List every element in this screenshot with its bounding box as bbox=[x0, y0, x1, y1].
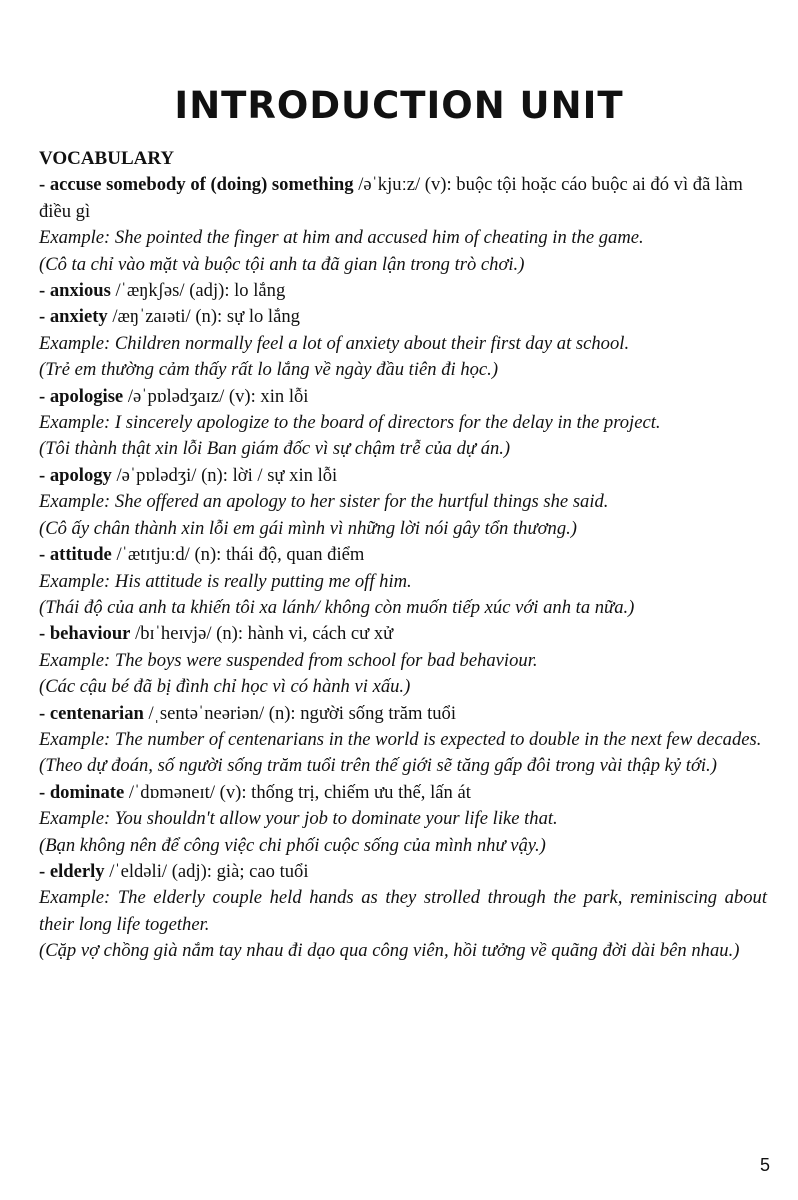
entry-definition bbox=[39, 542, 767, 568]
vocab-entry bbox=[39, 621, 767, 700]
vocab-entry bbox=[39, 384, 767, 463]
section-title: VOCABULARY bbox=[39, 148, 175, 169]
headword: - attitude bbox=[39, 544, 112, 566]
entry-definition bbox=[39, 384, 767, 410]
example-translation: (Thái độ của anh ta khiến tôi xa lánh/ không còn muốn tiếp xúc với anh ta nữa.) bbox=[39, 596, 635, 618]
example-translation: (Trẻ em thường cảm thấy rất lo lắng về ngày đầu tiên đi học.) bbox=[39, 359, 499, 381]
definition: /æŋˈzaɪəti/ (n): sự lo lắng bbox=[107, 306, 300, 328]
example-translation: (Tôi thành thật xin lỗi Ban giám đốc vì sự chậm trễ của dự án.) bbox=[39, 438, 511, 460]
vocab-entry bbox=[39, 172, 767, 278]
unit-title: INTRODUCTION UNIT bbox=[174, 84, 624, 127]
entry-definition bbox=[39, 859, 767, 885]
entry-definition bbox=[39, 621, 767, 647]
vocab-entry bbox=[39, 304, 767, 383]
headword: - apology bbox=[39, 464, 112, 486]
definition: /ˈæŋkʃəs/ (adj): lo lắng bbox=[110, 280, 286, 302]
example-sentence: Example: I sincerely apologize to the board of directors for the delay in the project. bbox=[39, 412, 661, 434]
example-translation: (Cô ấy chân thành xin lỗi em gái mình vì những lời nói gây tổn thương.) bbox=[39, 517, 577, 539]
example-sentence: Example: The number of centenarians in the world is expected to double in the next few decades. bbox=[39, 728, 762, 750]
example-sentence: Example: She pointed the finger at him and accused him of cheating in the game. bbox=[39, 227, 644, 249]
definition: /əˈpɒlədʒaɪz/ (v): xin lỗi bbox=[123, 385, 309, 407]
example-sentence: Example: The boys were suspended from school for bad behaviour. bbox=[39, 649, 538, 671]
entry-definition bbox=[39, 701, 767, 727]
example-translation: (Theo dự đoán, số người sống trăm tuổi trên thế giới sẽ tăng gấp đôi trong vài thập kỷ tới.) bbox=[39, 755, 717, 777]
headword: - elderly bbox=[39, 860, 105, 882]
headword: - centenarian bbox=[39, 702, 144, 724]
definition: /ˈætɪtjuːd/ (n): thái độ, quan điểm bbox=[111, 544, 365, 566]
vocab-entry bbox=[39, 542, 767, 621]
example-sentence: Example: Children normally feel a lot of anxiety about their first day at school. bbox=[39, 332, 630, 354]
vocab-entry bbox=[39, 463, 767, 542]
headword: - anxious bbox=[39, 280, 111, 302]
entry-definition bbox=[39, 780, 767, 806]
example-translation: (Cặp vợ chồng già nắm tay nhau đi dạo qua công viên, hồi tưởng về quãng đời dài bên nhau.) bbox=[39, 940, 740, 962]
vocab-entry bbox=[39, 780, 767, 859]
definition: /ˈeldəli/ (adj): già; cao tuổi bbox=[104, 860, 309, 882]
example-sentence: Example: His attitude is really putting me off him. bbox=[39, 570, 412, 592]
definition: /bɪˈheɪvjə/ (n): hành vi, cách cư xử bbox=[130, 623, 394, 645]
entry-definition bbox=[39, 304, 767, 330]
vocabulary-content bbox=[39, 146, 767, 965]
vocab-entry bbox=[39, 278, 767, 304]
headword: - behaviour bbox=[39, 623, 131, 645]
headword: - dominate bbox=[39, 781, 125, 803]
headword: - apologise bbox=[39, 385, 124, 407]
headword: - accuse somebody of (doing) something bbox=[39, 174, 354, 196]
definition: /əˈkjuːz/ (v): buộc tội hoặc cáo buộc ai đó vì đã làm điều gì bbox=[39, 174, 743, 222]
page-number: 5 bbox=[759, 1155, 770, 1175]
headword: - anxiety bbox=[39, 306, 108, 328]
vocab-entry bbox=[39, 859, 767, 965]
entry-definition bbox=[39, 278, 767, 304]
definition: /ˈdɒməneɪt/ (v): thống trị, chiếm ưu thế, lấn át bbox=[124, 781, 471, 803]
example-sentence: Example: You shouldn't allow your job to dominate your life like that. bbox=[39, 808, 558, 830]
vocab-entry bbox=[39, 701, 767, 780]
entry-definition bbox=[39, 172, 767, 225]
example-sentence: Example: She offered an apology to her sister for the hurtful things she said. bbox=[39, 491, 609, 513]
definition: /ˌsentəˈneəriən/ (n): người sống trăm tuổi bbox=[143, 702, 456, 724]
entry-definition bbox=[39, 463, 767, 489]
example-translation: (Bạn không nên để công việc chi phối cuộc sống của mình như vậy.) bbox=[39, 834, 546, 856]
example-translation: (Cô ta chỉ vào mặt và buộc tội anh ta đã gian lận trong trò chơi.) bbox=[39, 253, 525, 275]
example-sentence: Example: The elderly couple held hands as they strolled through the park, reminiscing about their long life together. bbox=[39, 887, 767, 935]
definition: /əˈpɒlədʒi/ (n): lời / sự xin lỗi bbox=[111, 464, 338, 486]
example-translation: (Các cậu bé đã bị đình chỉ học vì có hành vi xấu.) bbox=[39, 676, 411, 698]
